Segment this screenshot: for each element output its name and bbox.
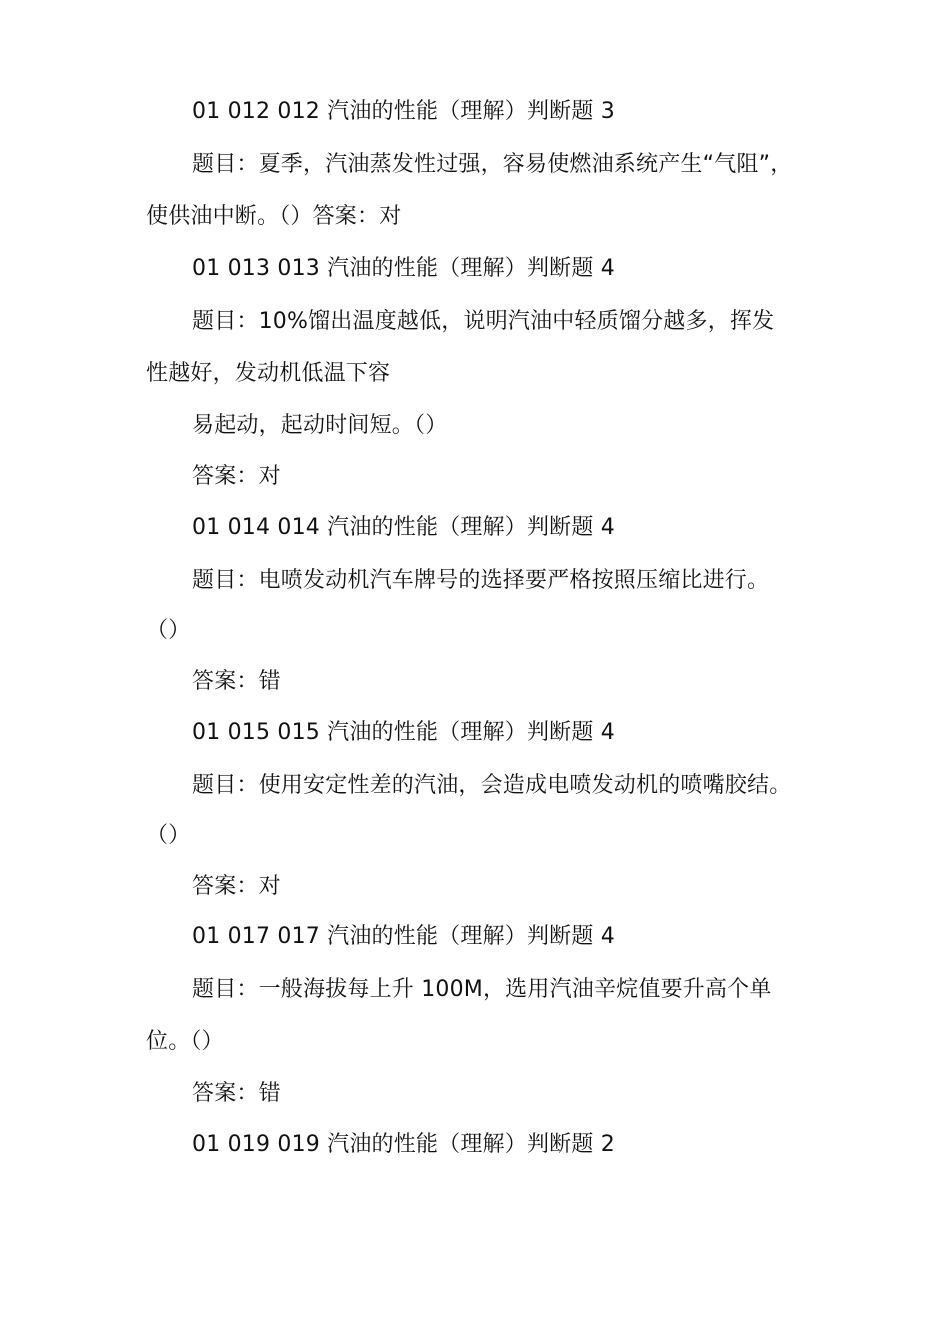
question-header-015: 01 015 015 汽油的性能（理解）判断题 4 xyxy=(192,720,615,745)
question-text-014: 题目：电喷发动机汽车牌号的选择要严格按照压缩比进行。 xyxy=(192,568,770,593)
question-text-013-cont: 性越好，发动机低温下容 xyxy=(146,361,391,386)
question-header-012: 01 012 012 汽油的性能（理解）判断题 3 xyxy=(192,99,615,124)
question-header-013: 01 013 013 汽油的性能（理解）判断题 4 xyxy=(192,256,615,281)
answer-017: 答案：错 xyxy=(192,1081,281,1106)
question-header-014: 01 014 014 汽油的性能（理解）判断题 4 xyxy=(192,515,615,540)
question-text-013-end: 易起动，起动时间短。（） xyxy=(192,413,448,438)
question-header-019: 01 019 019 汽油的性能（理解）判断题 2 xyxy=(192,1132,615,1157)
question-text-014-cont: （） xyxy=(146,618,191,643)
answer-013: 答案：对 xyxy=(192,464,281,489)
answer-014: 答案：错 xyxy=(192,669,281,694)
question-header-017: 01 017 017 汽油的性能（理解）判断题 4 xyxy=(192,924,615,949)
answer-015: 答案：对 xyxy=(192,874,281,899)
question-text-015-cont: （） xyxy=(146,823,191,848)
question-text-013: 题目：10%馏出温度越低，说明汽油中轻质馏分越多，挥发 xyxy=(192,309,775,334)
question-text-017: 题目：一般海拔每上升 100M，选用汽油辛烷值要升高个单 xyxy=(192,977,772,1002)
question-text-015: 题目：使用安定性差的汽油，会造成电喷发动机的喷嘴胶结。 xyxy=(192,773,792,798)
question-text-012-cont: 使供油中断。（）答案：对 xyxy=(146,204,402,229)
question-text-017-cont: 位。（） xyxy=(146,1029,224,1054)
question-text-012: 题目：夏季，汽油蒸发性过强，容易使燃油系统产生“气阻”， xyxy=(192,152,793,177)
